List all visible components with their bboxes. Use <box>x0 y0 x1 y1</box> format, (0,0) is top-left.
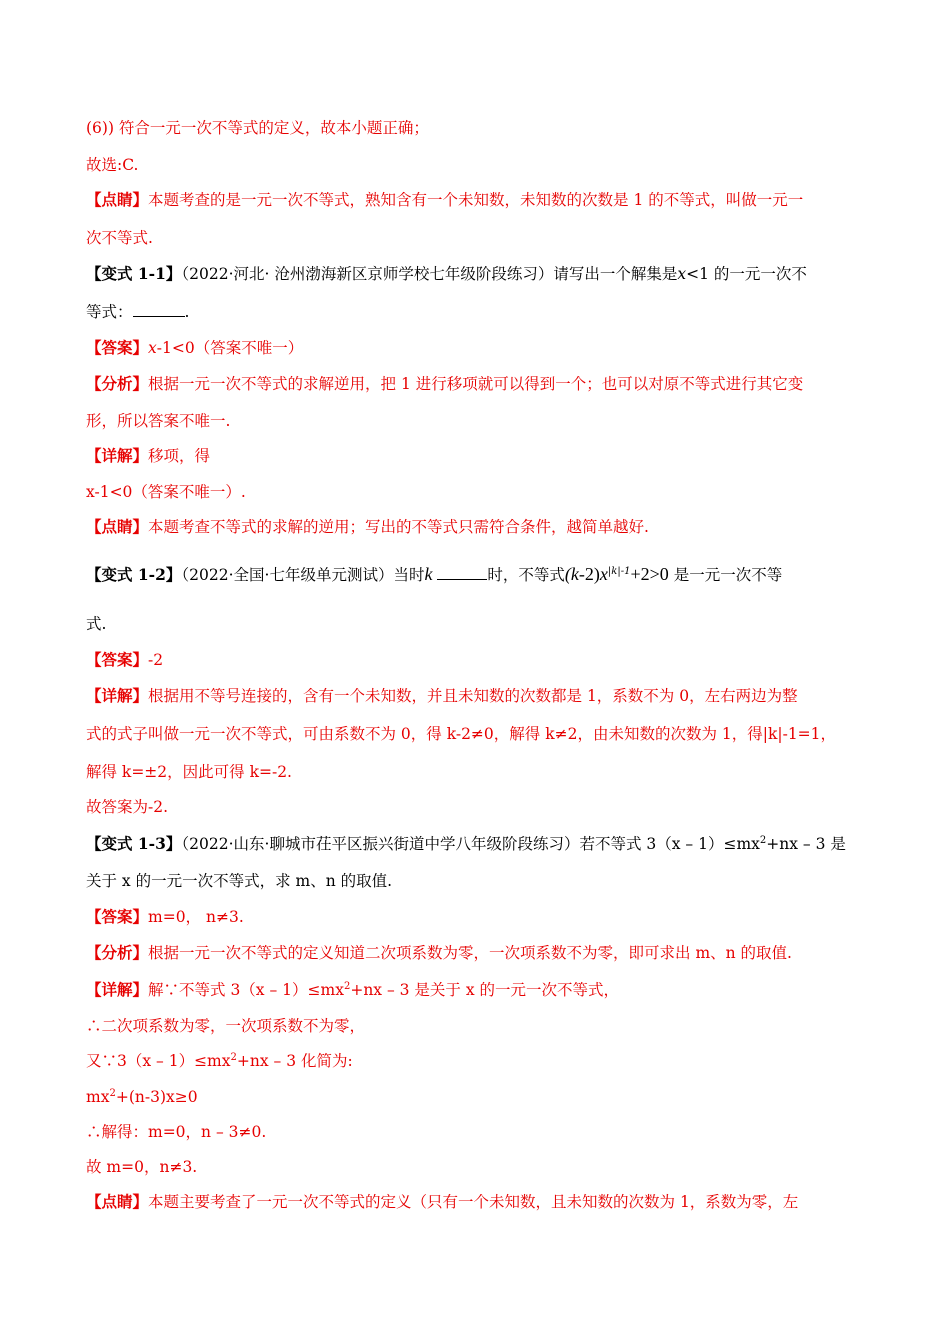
detail-1-3-6 <box>86 1157 866 1177</box>
label-tag: 【变式 1-1】 <box>86 264 182 283</box>
math-expr-part: +2>0 <box>630 564 669 584</box>
answer-1-1 <box>86 338 866 358</box>
label-tag: 【详解】 <box>86 980 149 999</box>
text: +(n-3)x≥0 <box>115 1088 198 1106</box>
text: . <box>184 303 190 321</box>
text: <1 的一元一次不 <box>686 265 807 283</box>
text: 式. <box>86 615 107 633</box>
exponent: 2 <box>343 980 351 992</box>
answer-blank <box>133 302 185 317</box>
text: 根据用不等号连接的，含有一个未知数，并且未知数的次数都是 1，系数不为 0，左右两边为整 <box>148 687 798 705</box>
text: -1<0（答案不唯一） <box>156 339 304 357</box>
detail-1-1-2 <box>86 482 866 502</box>
text: m=0， n≠3. <box>148 908 244 926</box>
detail-1-3-4 <box>86 1087 866 1107</box>
insight-line-2 <box>86 228 866 248</box>
text: +nx – 3 是关于 x 的一元一次不等式， <box>350 981 620 999</box>
detail-1-3-3 <box>86 1051 866 1071</box>
text: mx <box>86 1088 110 1106</box>
insight-1-1 <box>86 517 866 537</box>
label-tag: 【详解】 <box>86 686 149 705</box>
math-var: x <box>599 564 608 584</box>
label-tag: 【详解】 <box>86 446 149 465</box>
text: +nx – 3 化简为: <box>236 1052 353 1070</box>
text: 本题主要考查了一元一次不等式的定义（只有一个未知数，且未知数的次数为 1，系数为零，左 <box>148 1193 799 1211</box>
label-tag: 【答案】 <box>86 338 149 357</box>
text: 形，所以答案不唯一. <box>86 412 231 430</box>
label-tag: 【变式 1-3】 <box>86 834 182 853</box>
text: 故答案为-2. <box>86 798 169 816</box>
text: 解∵不等式 3（x – 1）≤mx <box>148 981 344 999</box>
variant-1-2-question <box>86 562 866 587</box>
choice-line <box>86 155 866 175</box>
detail-1-2-4 <box>86 797 866 817</box>
label-tag: 【分析】 <box>86 374 149 393</box>
text: 解得 k=±2，因此可得 k=-2. <box>86 763 292 781</box>
text: -2 <box>148 651 164 669</box>
text: 故 m=0，n≠3. <box>86 1158 198 1176</box>
detail-1-3 <box>86 980 866 1000</box>
label-tag: 【答案】 <box>86 650 149 669</box>
text: 根据一元一次不等式的求解逆用，把 1 进行移项就可以得到一个；也可以对原不等式进行其它变 <box>148 375 804 393</box>
label-tag: 【点睛】 <box>86 190 149 209</box>
answer-blank <box>437 565 487 580</box>
solution-line-6 <box>86 118 866 138</box>
detail-1-3-2 <box>86 1016 866 1036</box>
label-tag: 【点睛】 <box>86 1192 149 1211</box>
label-tag: 【变式 1-2】 <box>86 565 182 584</box>
label-tag: 【分析】 <box>86 943 149 962</box>
math-expr-part: -2) <box>578 564 600 584</box>
analysis-1-1 <box>86 374 866 394</box>
analysis-1-1-2 <box>86 411 866 431</box>
variant-1-2-question-2 <box>86 614 866 634</box>
variant-1-1-question <box>86 264 866 284</box>
exponent: 2 <box>109 1087 116 1099</box>
label-tag: 【点睛】 <box>86 517 149 536</box>
exponent: 2 <box>230 1051 237 1063</box>
variant-1-1-question-2 <box>86 302 866 322</box>
detail-1-1 <box>86 446 866 466</box>
math-exponent: |k|-1 <box>607 565 631 577</box>
insight-line <box>86 190 866 210</box>
text: 本题考查不等式的求解的逆用；写出的不等式只需符合条件，越简单越好. <box>148 518 649 536</box>
analysis-1-3 <box>86 943 866 963</box>
math-var: k <box>424 564 433 584</box>
text: ∴解得：m=0，n – 3≠0. <box>86 1123 267 1141</box>
answer-1-2 <box>86 650 866 670</box>
text: 本题考查的是一元一次不等式，熟知含有一个未知数，未知数的次数是 1 的不等式，叫做一元一 <box>148 191 804 209</box>
variant-1-3-question <box>86 834 866 854</box>
text: 时，不等式 <box>487 566 565 584</box>
text: 移项，得 <box>148 447 211 465</box>
detail-1-2-3 <box>86 762 866 782</box>
variant-1-3-question-2 <box>86 871 866 891</box>
text: （2022·全国·七年级单元测试）当时 <box>181 566 425 584</box>
label-tag: 【答案】 <box>86 907 149 926</box>
math-var: x <box>677 265 687 283</box>
insight-1-3 <box>86 1192 866 1212</box>
text: (6)) 符合一元一次不等式的定义，故本小题正确； <box>86 119 429 137</box>
exponent: 2 <box>759 834 767 846</box>
detail-1-2-2 <box>86 724 866 744</box>
text: （2022·河北· 沧州渤海新区京师学校七年级阶段练习）请写出一个解集是 <box>181 265 678 283</box>
text: 又∵3（x – 1）≤mx <box>86 1052 231 1070</box>
math-expr-part: (k <box>564 564 579 584</box>
text: 式的式子叫做一元一次不等式，可由系数不为 0，得 k-2≠0，解得 k≠2，由未知数的次数为 1，得|k|-1=1， <box>86 725 837 743</box>
text: +nx – 3 是 <box>766 835 846 853</box>
detail-1-2 <box>86 686 866 706</box>
text: 等式： <box>86 303 133 321</box>
answer-1-3 <box>86 907 866 927</box>
text: （2022·山东·聊城市茌平区振兴街道中学八年级阶段练习）若不等式 3（x – 1）≤mx <box>181 835 760 853</box>
text: 关于 x 的一元一次不等式，求 m、n 的取值. <box>86 872 393 890</box>
detail-1-3-5 <box>86 1122 866 1142</box>
text: x-1<0（答案不唯一）. <box>86 483 246 501</box>
text: 根据一元一次不等式的定义知道二次项系数为零，一次项系数不为零，即可求出 m、n 的取值. <box>148 944 792 962</box>
text: ∴二次项系数为零，一次项系数不为零， <box>86 1017 366 1035</box>
math-var: x <box>148 339 157 357</box>
text: 故选:C. <box>86 156 139 174</box>
text: 次不等式. <box>86 229 153 247</box>
text: 是一元一次不等 <box>673 566 783 584</box>
